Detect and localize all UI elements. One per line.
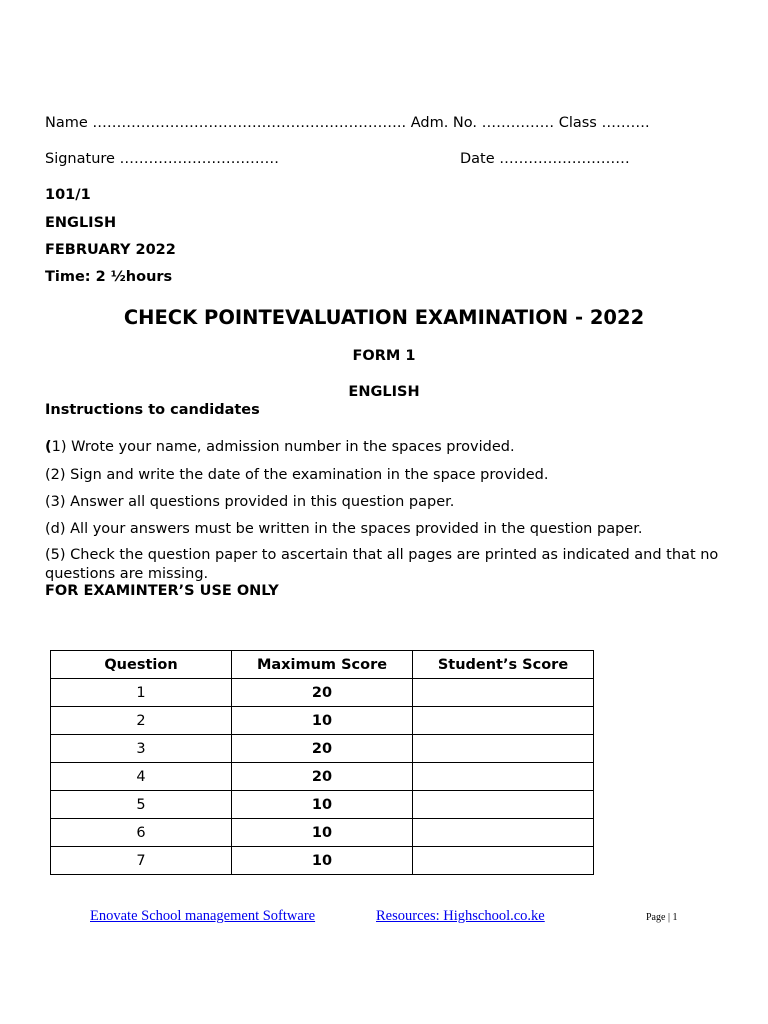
subject-heading: ENGLISH: [348, 384, 420, 400]
question-cell: 5: [51, 791, 232, 819]
question-cell: 1: [51, 679, 232, 707]
instruction-item: (d) All your answers must be written in the spaces provided in the question paper.: [45, 521, 643, 537]
table-row: [51, 847, 594, 875]
max-score-cell: 10: [232, 819, 413, 847]
instruction-item: (3) Answer all questions provided in this question paper.: [45, 494, 455, 510]
enovate-link[interactable]: Enovate School management Software: [90, 908, 316, 924]
table-row: [51, 679, 594, 707]
header-students-score: Student’s Score: [413, 651, 594, 679]
max-score-cell: 20: [232, 735, 413, 763]
max-score-cell: 20: [232, 679, 413, 707]
highschool-resources-link[interactable]: Resources: Highschool.co.ke: [376, 908, 545, 924]
form-label: FORM 1: [352, 348, 416, 364]
table-row: [51, 763, 594, 791]
max-score-cell: 10: [232, 707, 413, 735]
student-score-cell[interactable]: [413, 847, 594, 875]
paper-code: 101/1: [45, 187, 91, 203]
max-score-cell: 20: [232, 763, 413, 791]
instruction-item: (2) Sign and write the date of the examination in the space provided.: [45, 467, 549, 483]
page-number: Page | 1: [646, 912, 678, 923]
question-cell: 2: [51, 707, 232, 735]
name-admission-class-line: Name ……………………………………………………….. Adm. No. …………… Class ……….: [45, 115, 650, 131]
signature-line: Signature ……………………………: [45, 151, 280, 167]
instruction-item: [45, 438, 735, 457]
max-score-cell: 10: [232, 847, 413, 875]
question-cell: 3: [51, 735, 232, 763]
exam-title: CHECK POINTEVALUATION EXAMINATION - 2022: [123, 306, 645, 329]
student-score-cell[interactable]: [413, 791, 594, 819]
max-score-cell: 10: [232, 791, 413, 819]
table-row: [51, 735, 594, 763]
question-cell: 4: [51, 763, 232, 791]
student-score-cell[interactable]: [413, 707, 594, 735]
student-score-cell[interactable]: [413, 763, 594, 791]
student-score-cell[interactable]: [413, 735, 594, 763]
date-line: Date ………………………: [460, 151, 630, 167]
instruction-item: (5) Check the question paper to ascertain that all pages are printed as indicated and that no questions are missing.: [45, 547, 719, 582]
student-score-cell[interactable]: [413, 679, 594, 707]
table-row: [51, 791, 594, 819]
question-cell: 7: [51, 847, 232, 875]
score-table: [50, 650, 594, 875]
header-question: Question: [51, 651, 232, 679]
paper-time: Time: 2 ½hours: [45, 269, 173, 285]
instruction-prefix: (: [45, 439, 52, 455]
paper-subject: ENGLISH: [45, 215, 117, 231]
question-cell: 6: [51, 819, 232, 847]
table-header-row: [51, 651, 594, 679]
instructions-heading: Instructions to candidates: [45, 402, 260, 418]
student-score-cell[interactable]: [413, 819, 594, 847]
paper-date: FEBRUARY 2022: [45, 242, 176, 258]
table-row: [51, 819, 594, 847]
header-maximum-score: Maximum Score: [232, 651, 413, 679]
instruction-text: 1) Wrote your name, admission number in the spaces provided.: [51, 439, 515, 455]
table-row: [51, 707, 594, 735]
examiner-use-heading: FOR EXAMINTER’S USE ONLY: [45, 583, 279, 599]
